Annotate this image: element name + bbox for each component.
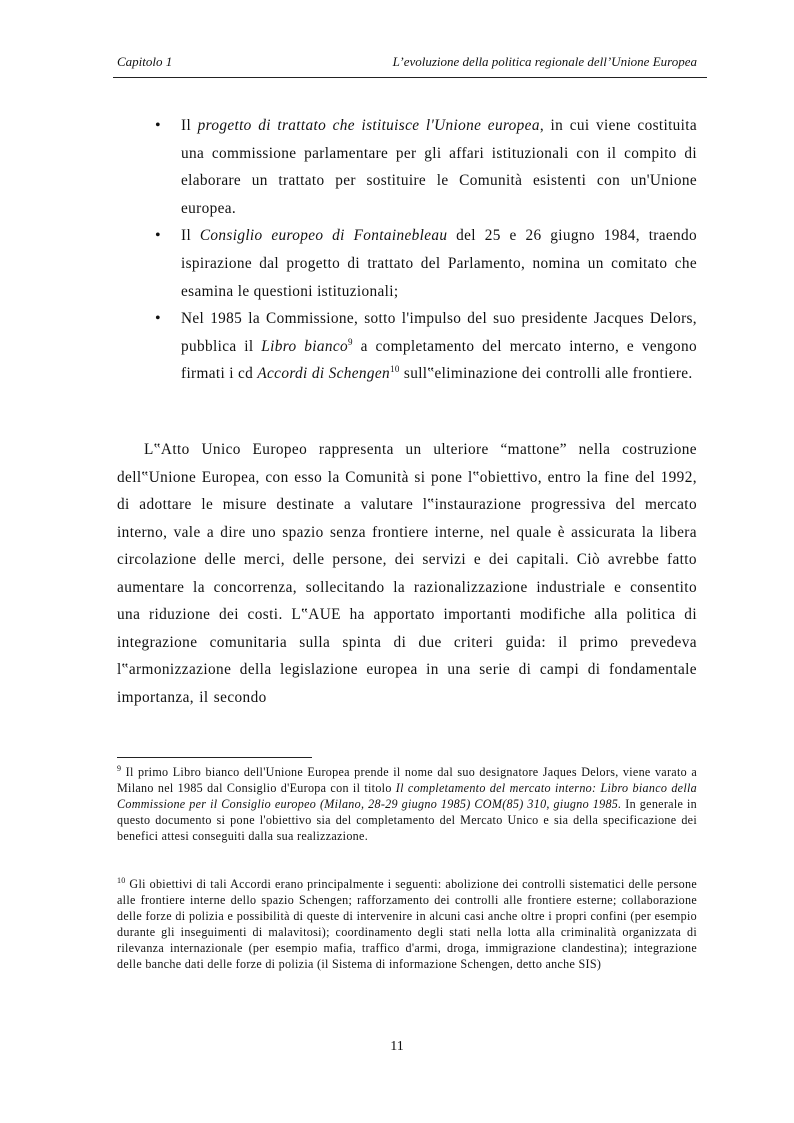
footnote-9	[117, 764, 697, 844]
header-title: L’evoluzione della politica regionale dell’Unione Europea	[392, 54, 697, 69]
list-item	[155, 305, 697, 388]
header-chapter: Capitolo 1	[117, 54, 173, 69]
footnote-text: Il primo Libro bianco dell'Unione Europea prende il nome dal suo designatore Jaques Delors, viene varato a Milano nel 1985 dal Consiglio d'Europa con il titolo	[117, 765, 697, 796]
bullet-text: sull‟eliminazione dei controlli alle frontiere.	[399, 365, 693, 383]
bullet-italic: Consiglio europeo di Fontainebleau	[199, 227, 448, 245]
footnote-number: 10	[117, 876, 126, 885]
running-header	[117, 54, 697, 70]
bullet-text: del 25 e 26 giugno 1984, traendo ispirazione dal progetto di trattato del Parlamento, nomina un comitato che esamina le questioni istituzionali;	[181, 227, 698, 300]
list-item	[155, 112, 697, 222]
bullet-italic: Libro bianco	[261, 337, 348, 355]
bullet-list	[155, 112, 697, 388]
footnote-rule	[117, 757, 312, 758]
bullet-italic: progetto di trattato che istituisce l'Unione europea	[197, 117, 540, 134]
bullet-text: a completamento del mercato interno, e vengono firmati i cd	[181, 337, 697, 383]
body-paragraph: L‟Atto Unico Europeo rappresenta un ulteriore “mattone” nella costruzione dell‟Unione Europea, con esso la Comunità si pone l‟obiettivo, entro la fine del 1992, di adottare le misure destinate a valutare l‟instaurazione progressiva del mercato interno, vale a dire uno spazio senza frontiere interne, nel quale è assicurata la libera circolazione delle merci, delle persone, dei servizi e dei capitali. Ciò avrebbe fatto aumentare la concorrenza, sollecitando la razionalizzazione industriale e consentito una riduzione dei costi. L‟AUE ha apportato importanti modifiche alla politica di integrazione comunitaria sulla spinta di due criteri guida: il primo prevedeva l‟armonizzazione della legislazione europea in una serie di campi di fondamentale importanza, il secondo	[117, 441, 697, 706]
bullet-text: Il	[181, 227, 200, 245]
footnote-number: 9	[117, 764, 122, 773]
list-item	[155, 222, 697, 305]
footnote-ref[interactable]: 10	[390, 364, 400, 375]
bullet-text: , in cui viene costituita una commissione parlamentare per gli affari istituzionali con il compito di elaborare un trattato per sostituire le Comunità esistenti con un'Unione europea.	[181, 117, 698, 217]
header-rule	[113, 77, 707, 78]
footnote-italic: Il completamento del mercato interno: Libro bianco della Commissione per il Consiglio europeo (Milano, 28-29 giugno 1985) COM(85) 310, giugno 1985.	[117, 781, 698, 812]
footnote-text: In generale in questo documento si pone l'obiettivo sia del completamento del Mercato Unico e sia della specificazione dei benefici attesi conseguiti dalla sua realizzazione.	[117, 797, 697, 844]
page-number: 11	[390, 1039, 404, 1054]
bullet-italic: Accordi di Schengen	[257, 365, 391, 383]
footnote-text: Gli obiettivi di tali Accordi erano principalmente i seguenti: abolizione dei controlli sistematici delle persone alle frontiere interne dello spazio Schengen; rafforzamento dei controlli alle frontiere esterne; collaborazione delle forze di polizia e possibilità di queste di intervenire in alcuni casi anche oltre i propri confini (per esempio durante gli inseguimenti di malavitosi); coordinamento degli stati nella lotta alla criminalità organizzata di rilevanza internazionale (per esempio mafia, traffico d'armi, droga, immigrazione clandestina); integrazione delle banche dati delle forze di polizia (il Sistema di informazione Schengen, detto anche SIS)	[117, 877, 697, 972]
footnote-10	[117, 876, 697, 973]
bullet-text: Il	[181, 117, 198, 134]
bullet-text: Nel 1985 la Commissione, sotto l'impulso del suo presidente Jacques Delors, pubblica il	[181, 310, 697, 355]
footnote-ref[interactable]: 9	[347, 336, 353, 347]
